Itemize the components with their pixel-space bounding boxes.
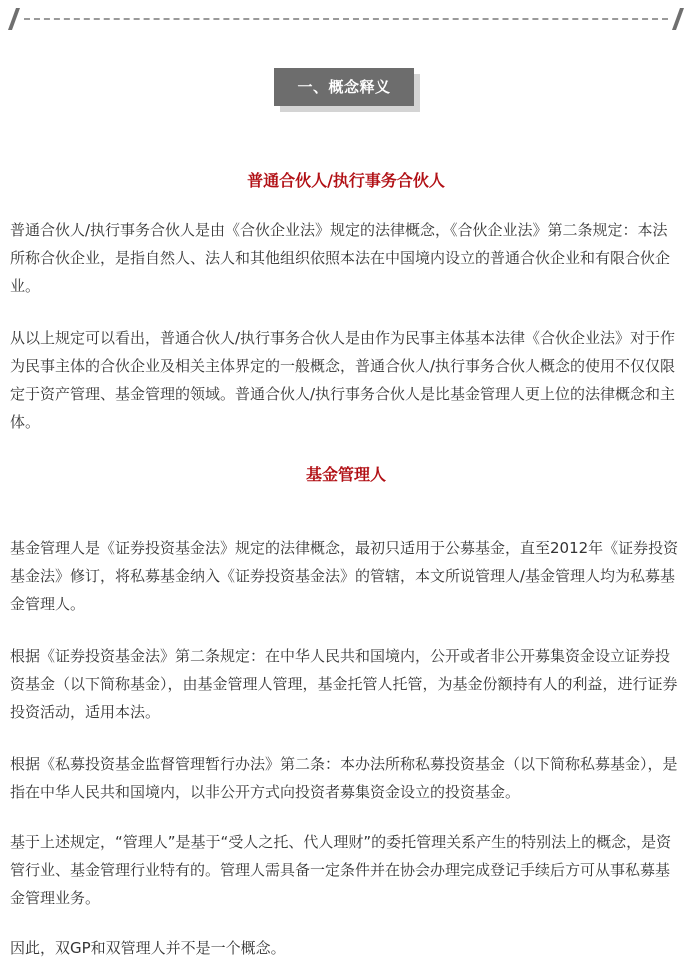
paragraph-gp-analysis: 从以上规定可以看出，普通合伙人/执行事务合伙人是由作为民事主体基本法律《合伙企业法》对于作为民事主体的合伙企业及相关主体界定的一般概念，普通合伙人/执行事务合伙人概念的使用不仅仅限定于资产管理、基金管理的领域。普通合伙人/执行事务合伙人是比基金管理人更上位的法律概念和主体。	[10, 329, 676, 431]
divider-slash-right	[672, 8, 684, 30]
paragraph-summary: 因此，双GP和双管理人并不是一个概念。	[10, 939, 286, 957]
banner-title: 一、概念释义	[274, 68, 414, 106]
divider-dashed-line	[24, 18, 668, 20]
top-divider	[8, 8, 684, 30]
paragraph-fm-private-fund-rules: 根据《私募投资基金监督管理暂行办法》第二条：本办法所称私募投资基金（以下简称私募基金），是指在中华人民共和国境内，以非公开方式向投资者募集资金设立的投资基金。	[10, 755, 678, 801]
heading-general-partner: 普通合伙人/执行事务合伙人	[247, 171, 445, 190]
paragraph-fm-definition: 基金管理人是《证券投资基金法》规定的法律概念，最初只适用于公募基金，直至2012年《证券投资基金法》修订，将私募基金纳入《证券投资基金法》的管辖，本文所说管理人/基金管理人均为私募基金管理人。	[10, 539, 679, 613]
section-banner	[274, 68, 420, 112]
paragraph-fm-securities-law: 根据《证券投资基金法》第二条规定：在中华人民共和国境内，公开或者非公开募集资金设立证券投资基金（以下简称基金），由基金管理人管理，基金托管人托管，为基金份额持有人的利益，进行证券投资活动，适用本法。	[10, 647, 678, 721]
paragraph-gp-definition: 普通合伙人/执行事务合伙人是由《合伙企业法》规定的法律概念，《合伙企业法》第二条规定：本法所称合伙企业，是指自然人、法人和其他组织依照本法在中国境内设立的普通合伙企业和有限合伙企业。	[10, 221, 671, 295]
paragraph-fm-conclusion: 基于上述规定，“管理人”是基于“受人之托、代人理财”的委托管理关系产生的特别法上的概念，是资管行业、基金管理行业特有的。管理人需具备一定条件并在协会办理完成登记手续后方可从事私募基金管理业务。	[10, 833, 672, 907]
heading-fund-manager: 基金管理人	[305, 465, 386, 484]
divider-slash-left	[8, 8, 20, 30]
